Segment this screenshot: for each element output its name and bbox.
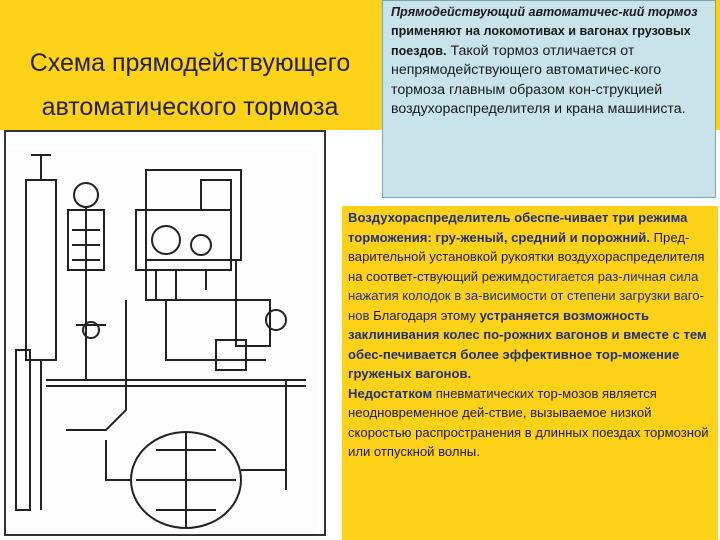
note-thanks-text: Благодаря этому bbox=[369, 307, 480, 323]
distributor-note bbox=[342, 206, 718, 540]
brake-schematic-figure bbox=[4, 130, 326, 536]
air-distributor-block bbox=[146, 170, 241, 260]
note-force-text: достигается раз-личная сила нажатия колодок в за-висимости от степени загрузки ваго-нов bbox=[348, 268, 704, 323]
note-setup-text: Пред-варительной установкой рукоятки воздухораспределителя на соответ-ствующий режим bbox=[348, 229, 705, 284]
brake-schematic-drawing bbox=[6, 150, 318, 534]
slide-title bbox=[0, 40, 380, 130]
note-effect-text: устраняется возможность заклинивания колес по-рожних вагонов и вместе с тем обес-печивается более эффективное тор-можение груженых вагонов. bbox=[348, 307, 707, 381]
note-body-text: Такой тормоз отличается от непрямодействующего автоматичес-кого тормоза главным образом кон-струкцией воздухораспределителя и крана машиниста. bbox=[391, 42, 686, 118]
slide-title-line-2: автоматического тормоза bbox=[41, 93, 339, 121]
slide-title-line-1: Схема прямодействующего bbox=[29, 49, 351, 77]
valve-knob bbox=[74, 183, 98, 207]
note-drawback-text: пневматических тор-мозов является неодновременное дей-ствие, вызываемое низкой скоростью распространения в длинных поездах тормозной или отпускной волны. bbox=[348, 385, 709, 459]
note-term: Прямодействующий автоматичес-кий тормоз bbox=[391, 5, 698, 19]
note-modes-text: Воздухораспределитель обеспе-чивает три режима торможения: гру-женый, средний и порожний. bbox=[348, 210, 688, 245]
note-drawback-label: Недостатком bbox=[348, 385, 433, 401]
note-bold-text: применяют на локомотивах и вагонах грузовых поездов. bbox=[391, 24, 691, 58]
driver-valve-body bbox=[26, 180, 56, 360]
description-note bbox=[382, 0, 716, 198]
